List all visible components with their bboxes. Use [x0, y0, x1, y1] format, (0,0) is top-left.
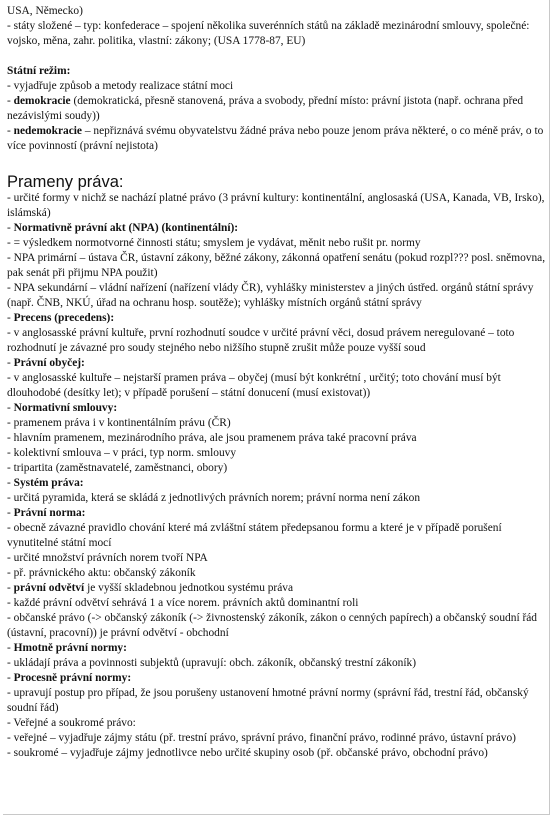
text-line: - pramenem práva i v kontinentálním právu (ČR)	[7, 417, 231, 429]
section-heading-pravni-obycej: Právní obyčej:	[13, 357, 85, 369]
section-heading-normativni-smlouvy: Normativní smlouvy:	[13, 402, 118, 414]
section-heading-verejne-soukrome: - Veřejné a soukromé právo:	[7, 717, 136, 729]
text-line: - každé právní odvětví sehrává 1 a více norem. právních aktů dominantní roli	[7, 597, 359, 609]
bold-term: právní odvětví	[13, 582, 85, 594]
text-line: - občanské právo (-> občanský zákoník (-> živnostenský zákoník, zákon o cenných papírech) a občanský soudní řád (ústavní, pracovní)) je právní odvětví - obchodní	[7, 612, 537, 639]
text-line: - Normativně právní akt (NPA) (kontinentální):	[7, 222, 239, 234]
document-page	[3, 0, 550, 815]
text-line: - hlavním pramenem, mezinárodního práva, ale jsou pramenem práva také pracovní práva	[7, 432, 417, 444]
section-heading-system-prava: Systém práva:	[13, 477, 84, 489]
text-line: - veřejné – vyjadřuje zájmy státu (př. trestní právo, správní právo, finanční právo, rodinné právo, ústavní právo)	[7, 732, 516, 744]
text-line: - v anglosasské kultuře – nejstarší pramen práva – obyčej (musí být konkrétní , určitý; toto chování musí být dlouhodobé (desítky let); v případě porušení – státní donucení (musí existovat))	[7, 372, 501, 399]
section-heading-precedens: Precens (precedens):	[13, 312, 115, 324]
text-line: - Precens (precedens):	[7, 312, 115, 324]
section-heading-hmotne-pravni-normy: Hmotně právní normy:	[13, 642, 127, 654]
text-line: USA, Německo)	[7, 5, 83, 17]
text-span: – nepřiznává svému obyvatelstvu žádné práva nebo pouze jenom práva některé, o co méně práv, o to více povinností (právní nejistota)	[7, 125, 544, 152]
text-line: - NPA sekundární – vládní nařízení (nařízení vlády ČR), vyhlášky ministerstev a jiných ústřed. orgánů státní správy (např. ČNB, NKÚ, úřad na ochranu hosp. soutěže); vyhlášky místních orgánů státní správy	[7, 282, 534, 309]
text-line: - př. právnického aktu: občanský zákoník	[7, 567, 196, 579]
text-line: - Normativní smlouvy:	[7, 402, 118, 414]
text-line: - Právní obyčej:	[7, 357, 85, 369]
text-line: - státy složené – typ: konfederace – spojení několika suverénních států na základě mezinárodní smlouvy, společné: vojsko, měna, zahr. politika, vlastní: zákony; (USA 1778-87, EU)	[7, 20, 530, 47]
bold-term: nedemokracie	[13, 125, 82, 137]
heading-prameny-prava: Prameny práva:	[7, 173, 124, 191]
text-line: - ukládají práva a povinnosti subjektů (upravují: obch. zákoník, občanský trestní zákoník)	[7, 657, 417, 669]
text-span: je vyšší skladebnou jednotkou systému práva	[84, 582, 294, 594]
section-heading-procesne-pravni-normy: Procesně právní normy:	[13, 672, 132, 684]
text-line: - = výsledkem normotvorné činnosti státu; smyslem je vydávat, měnit nebo rušit pr. normy	[7, 237, 421, 249]
text-line: - určité formy v nichž se nachází platné právo (3 právní kultury: kontinentální, anglosaská (USA, Kanada, VB, Irsko), islámská)	[7, 192, 545, 219]
text-line: - Systém práva:	[7, 477, 84, 489]
section-heading-pravni-norma: Právní norma:	[13, 507, 86, 519]
section-heading-statni-rezim: Státní režim:	[7, 65, 71, 77]
text-line: - vyjadřuje způsob a metody realizace státní moci	[7, 80, 234, 92]
text-line: - v anglosasské právní kultuře, první rozhodnutí soudce v určité právní věci, dosud právem neregulované – toto rozhodnutí je závazné pro soudy stejného nebo nižšího stupně zrušit může pouze vyšší soud	[7, 327, 515, 354]
text-line: - nedemokracie – nepřiznává svému obyvatelstvu žádné práva nebo pouze jenom práva některé, o co méně práv, o to více povinností (právní nejistota)	[7, 125, 544, 152]
text-line: - soukromé – vyjadřuje zájmy jednotlivce nebo určité skupiny osob (př. občanské právo, obchodní právo)	[7, 747, 488, 759]
text-line: - Hmotně právní normy:	[7, 642, 127, 654]
text-line: - určité množství právních norem tvoří NPA	[7, 552, 208, 564]
text-line: - NPA primární – ústava ČR, ústavní zákony, běžné zákony, zákonná opatření senátu (pokud rozpl??? posl. sněmovna, pak senát při přijmu NPA použit)	[7, 252, 546, 279]
text-line: - Procesně právní normy:	[7, 672, 132, 684]
bold-term: demokracie	[13, 95, 71, 107]
text-line: - Právní norma:	[7, 507, 86, 519]
text-line: - určitá pyramida, která se skládá z jednotlivých právních norem; právní norma není zákon	[7, 492, 421, 504]
text-line: - demokracie (demokratická, přesně stanovená, práva a svobody, přední místo: právní jistota (např. ochrana před nezávislými soudy))	[7, 95, 524, 122]
text-line: - upravují postup pro případ, že jsou porušeny ustanovení hmotné právní normy (správní řád, trestní řád, občanský soudní řád)	[7, 687, 529, 714]
text-line: - obecně závazné pravidlo chování které má zvláštní státem předepsanou formu a které je v případě porušení vynutitelné státní mocí	[7, 522, 502, 549]
text-span: (demokratická, přesně stanovená, práva a svobody, přední místo: právní jistota (např. ochrana před nezávislými soudy))	[7, 95, 524, 122]
section-heading-npa: Normativně právní akt (NPA) (kontinentální):	[13, 222, 239, 234]
text-line: - tripartita (zaměstnavatelé, zaměstnanci, obory)	[7, 462, 228, 474]
text-line: - kolektivní smlouva – v práci, typ norm. smlouvy	[7, 447, 237, 459]
text-line: - právní odvětví je vyšší skladebnou jednotkou systému práva	[7, 582, 294, 594]
